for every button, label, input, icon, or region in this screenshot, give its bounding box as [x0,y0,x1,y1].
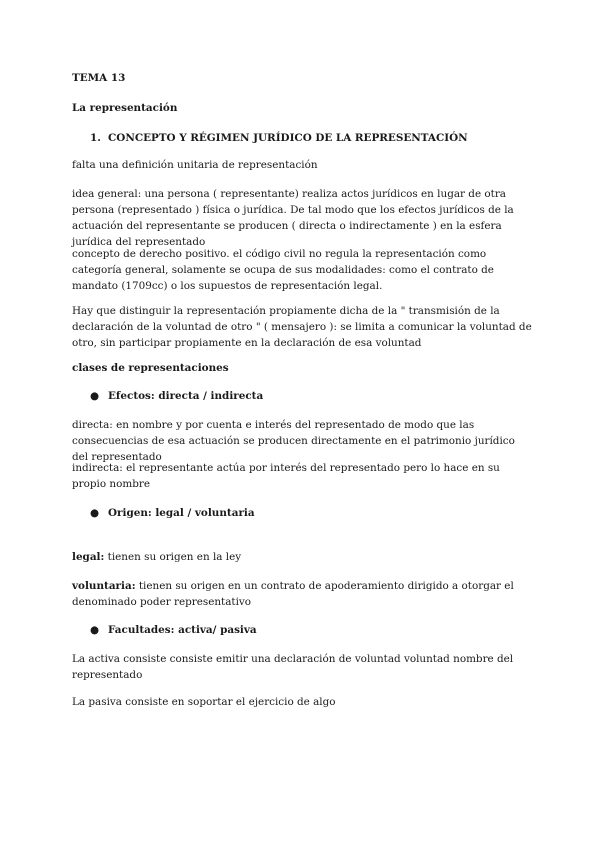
bullet-marker: ● [90,624,100,636]
section-number: 1. [90,132,101,144]
paragraph-directa: directa: en nombre y por cuenta e interés del representado de modo que las consecuencias de esa actuación se producen directamente en el patrimonio jurídico del representado [72,419,515,463]
paragraph-pasiva: La pasiva consiste en soportar el ejercicio de algo [72,696,336,708]
paragraph-activa: La activa consiste consiste emitir una declaración de voluntad voluntad nombre del representado [72,653,514,681]
paragraph-indirecta: indirecta: el representante actúa por interés del representado pero lo hace en su propio nombre [72,462,500,490]
bullet-marker: ● [90,507,100,519]
bullet-marker: ● [90,390,100,402]
paragraph-idea-general: idea general: una persona ( representante) realiza actos jurídicos en lugar de otra persona (representado ) física o jurídica. De tal modo que los efectos jurídicos de la actuación del representante se producen ( directa o indirectamente ) en la esfera jurídica del representado [72,188,514,248]
paragraph-definition: falta una definición unitaria de representación [72,159,318,171]
doc-title: TEMA 13 [72,72,126,84]
paragraph-voluntaria [72,578,532,610]
bullet-efectos: Efectos: directa / indirecta [108,390,264,402]
clases-heading: clases de representaciones [72,362,229,374]
bullet-facultades: Facultades: activa/ pasiva [108,624,257,636]
doc-subtitle: La representación [72,102,178,114]
paragraph-distinguir: Hay que distinguir la representación propiamente dicha de la " transmisión de la declaración de la voluntad de otro " ( mensajero ): se limita a comunicar la voluntad de otro, sin participar propiamente en la declaración de esa voluntad [72,305,532,349]
paragraph-derecho-positivo: concepto de derecho positivo. el código civil no regula la representación como categoría general, solamente se ocupa de sus modalidades: como el contrato de mandato (1709cc) o los supuestos de representación legal. [72,248,494,292]
legal-label: legal: [72,551,105,563]
paragraph-legal [72,549,532,565]
section-heading: CONCEPTO Y RÉGIMEN JURÍDICO DE LA REPRESENTACIÓN [108,132,468,144]
voluntaria-label: voluntaria: [72,580,136,592]
legal-text: tienen su origen en la ley [104,551,242,563]
bullet-origen: Origen: legal / voluntaria [108,507,255,519]
voluntaria-text: tienen su origen en un contrato de apoderamiento dirigido a otorgar el denominado poder representativo [72,580,514,608]
